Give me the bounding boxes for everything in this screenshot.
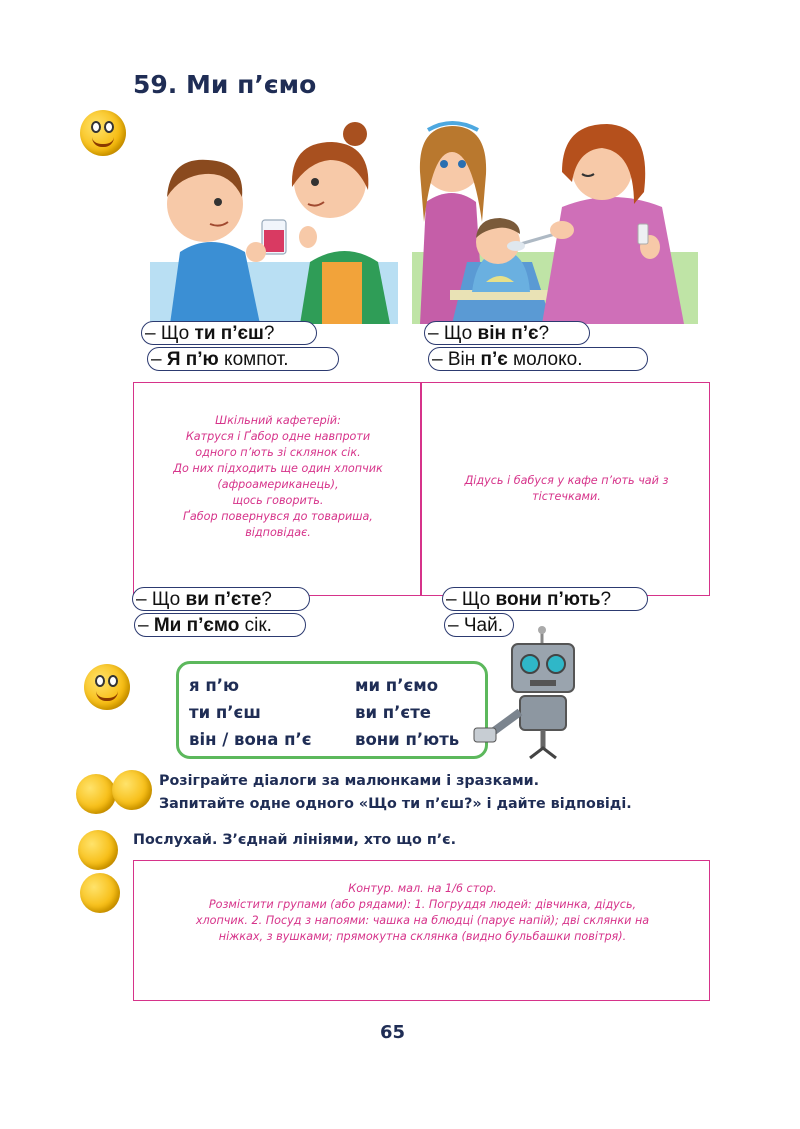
- note-bottom: Контур. мал. на 1/6 стор. Розмістити групами (або рядами): 1. Погруддя людей: дівчинка, дідусь, хлопчик. 2. Посуд з напоями: чашка на блюдці (парує напій); дві склянки на ніжках, з вушками; прямокутна склянка (видно бульбашки повітря).: [195, 882, 650, 943]
- page-title: 59. Ми п’ємо: [133, 70, 317, 99]
- task-3: Послухай. З’єднай лініями, хто що п’є.: [133, 832, 457, 848]
- task-1: Розігрaйте діалоги за малюнками і зразками.: [159, 773, 540, 789]
- dialog-3-answer: – Ми п’ємо сік.: [138, 615, 272, 636]
- dialog-bubble-3: [132, 585, 332, 639]
- dialog-2-question: – Що він п’є?: [428, 323, 550, 344]
- smiley-magnifier-icon: [80, 110, 126, 156]
- conj-r1c2: ми п’ємо: [355, 676, 439, 695]
- image-placeholder-bottom: [133, 860, 710, 1001]
- dialog-1-question: – Що ти п’єш?: [145, 323, 275, 344]
- dialog-bubble-1: [141, 320, 351, 374]
- conj-r1c1: я п’ю: [189, 676, 240, 695]
- smiley-pointing-icon: [84, 664, 130, 710]
- conj-r3c1: він / вона п’є: [189, 730, 312, 749]
- page-number: 65: [380, 1022, 406, 1043]
- illustration-mother-baby: [412, 112, 698, 324]
- robot-icon: [470, 626, 588, 760]
- image-placeholder-left: [133, 382, 421, 596]
- note-left: Шкільний кафетерій: Катруся і Ґабор одне навпроти одного п’ють зі склянок сік. До них підходить ще один хлопчик (афроамериканець), щось говорить. Ґабор повернувся до товариша, відповідає.: [173, 414, 383, 539]
- dialog-4-question: – Що вони п’ють?: [446, 589, 612, 610]
- task-2: Запитайте одне одного «Що ти п’єш?» і дайте відповіді.: [159, 796, 632, 812]
- conj-r3c2: вони п’ють: [355, 730, 460, 749]
- illustration-boy-girl: [150, 112, 398, 324]
- dialog-2-answer: – Він п’є молоко.: [432, 349, 583, 370]
- dialog-3-question: – Що ви п’єте?: [136, 589, 272, 610]
- smiley-headphones-icon: [78, 830, 118, 870]
- two-smileys-icon: [76, 770, 156, 814]
- dialog-1-answer: – Я п’ю компот.: [151, 349, 289, 370]
- smiley-pencil-icon: [80, 873, 120, 913]
- note-right: Дідусь і бабуся у кафе п’ють чай з тістечками.: [464, 474, 669, 503]
- image-placeholder-right: [421, 382, 710, 596]
- conj-r2c1: ти п’єш: [189, 703, 261, 722]
- dialog-bubble-2: [424, 320, 654, 374]
- dialog-4-answer: – Чай.: [448, 615, 503, 636]
- conj-r2c2: ви п’єте: [355, 703, 431, 722]
- conjugation-table: [176, 661, 488, 759]
